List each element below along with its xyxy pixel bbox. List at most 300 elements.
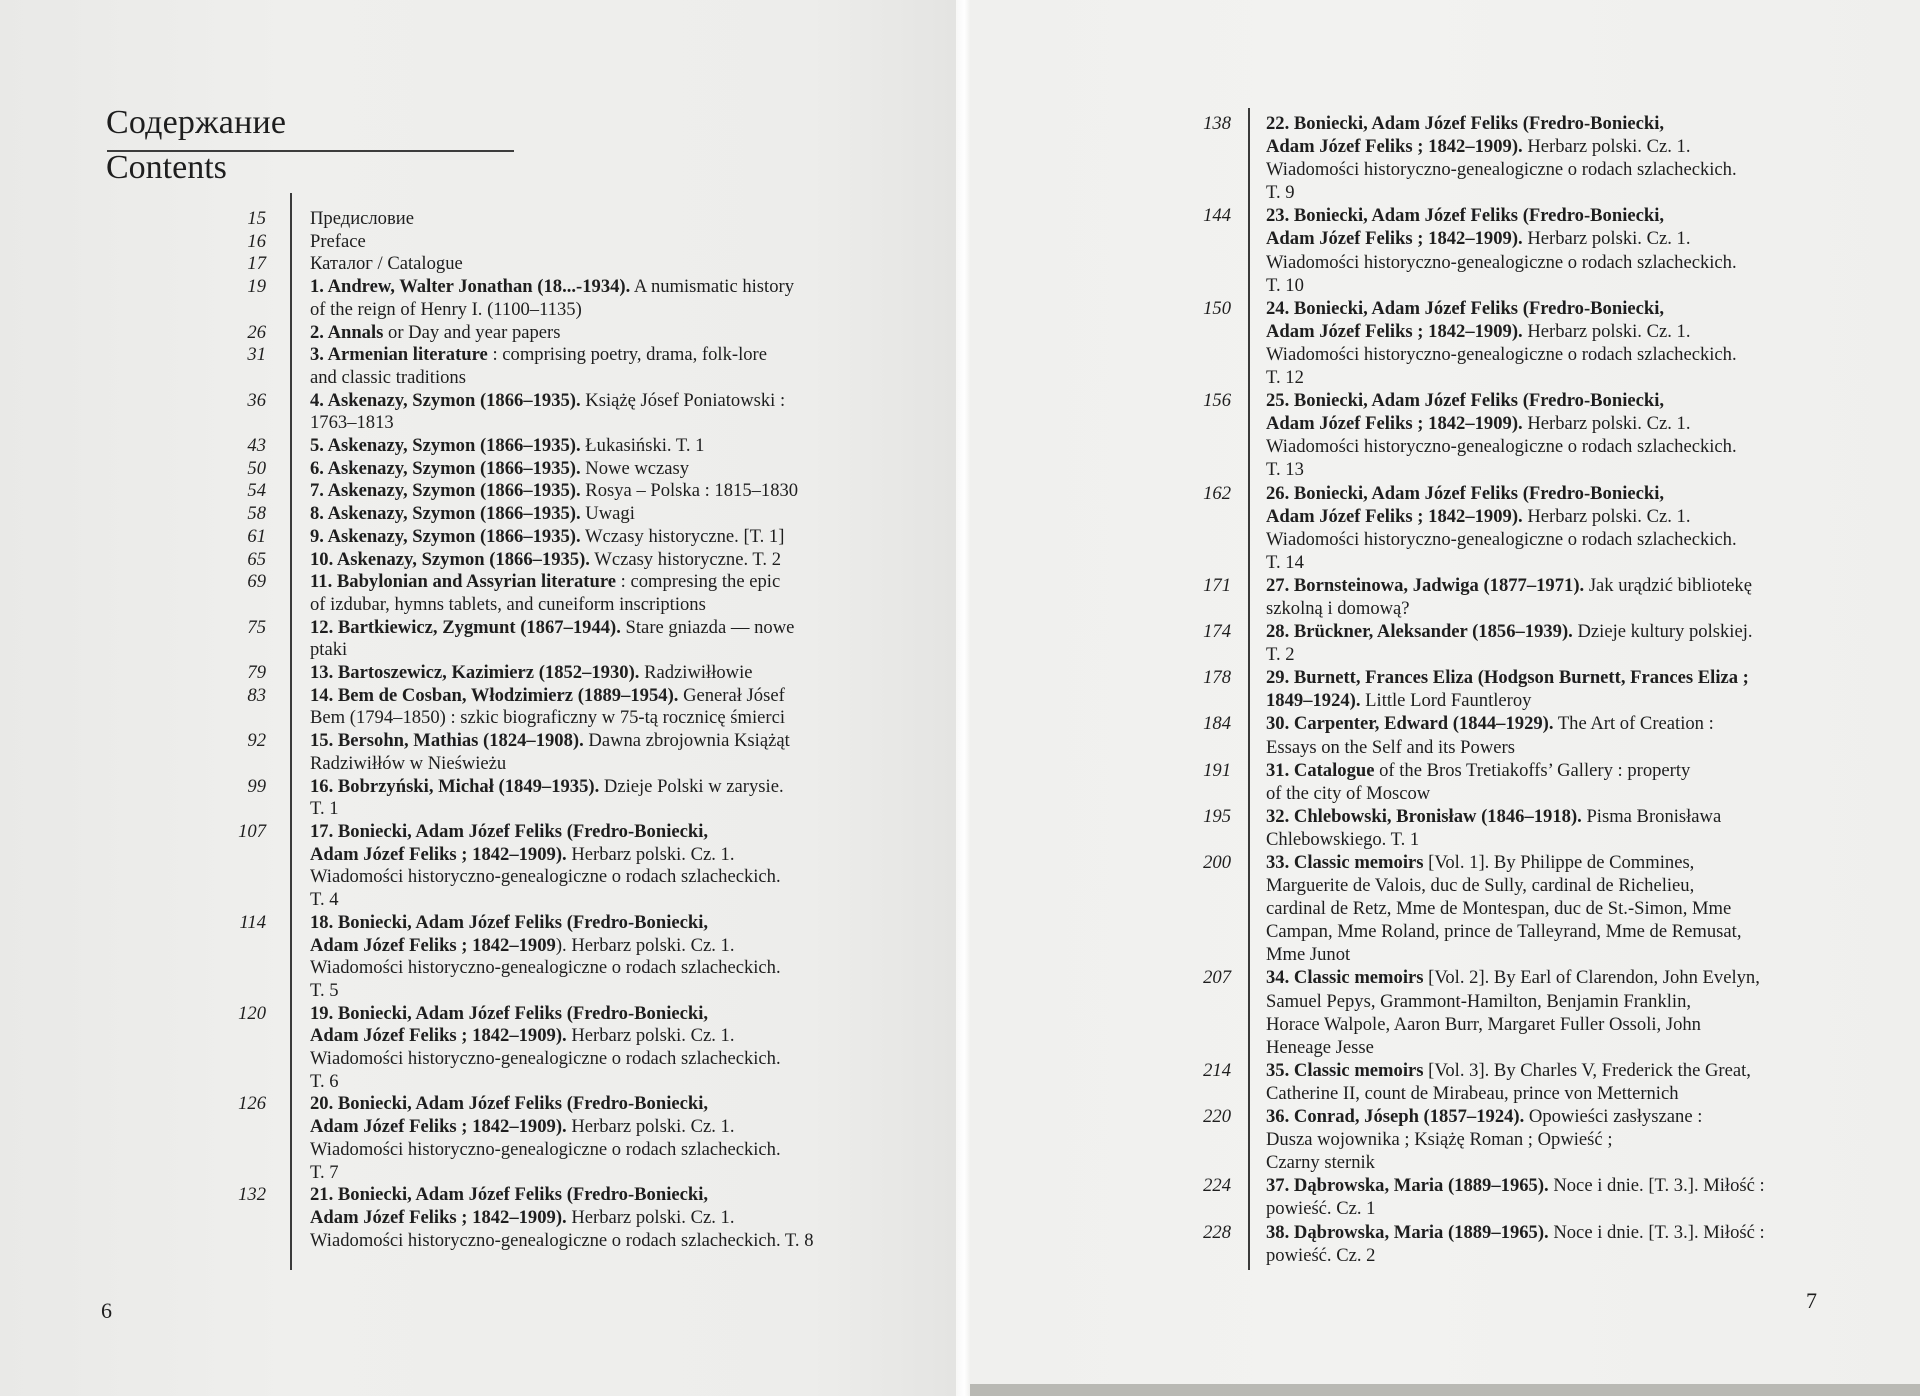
toc-entry-text — [310, 480, 890, 503]
toc-entry-text — [310, 662, 890, 685]
toc-entry-heading: 35. Classic memoirs — [1266, 1059, 1424, 1081]
toc-entry-line — [310, 844, 890, 867]
toc-entry-line — [1266, 112, 1820, 135]
toc-entry-line — [310, 231, 890, 254]
toc-entry-heading: Adam Józef Feliks ; 1842–1909). — [1266, 413, 1523, 435]
toc-entry-line — [1266, 227, 1820, 250]
toc-entry-text — [310, 1184, 890, 1252]
toc-entry-title: Opowieści zasłyszane : — [1524, 1106, 1703, 1128]
toc-page-number: 132 — [238, 1184, 266, 1206]
toc-entry-line — [310, 1139, 890, 1162]
toc-page-number: 114 — [239, 911, 266, 933]
toc-entry-line — [1266, 528, 1820, 551]
toc-entry-title: powieść. Cz. 1 — [1266, 1198, 1376, 1220]
toc-page-number: 50 — [247, 457, 266, 479]
toc-entry-heading: 17. Boniecki, Adam Józef Feliks (Fredro-Boniecki, — [310, 820, 709, 842]
toc-entry-title: cardinal de Retz, Mme de Montespan, duc de St.-Simon, Mme — [1266, 898, 1732, 920]
toc-entry-title: 1763–1813 — [310, 412, 394, 434]
toc-entry-line — [310, 1230, 890, 1253]
toc-entry-heading: 16. Bobrzyński, Michał (1849–1935). — [310, 775, 600, 797]
toc-entry-line — [310, 957, 890, 980]
toc-entry-line — [1266, 943, 1820, 966]
toc-entry-heading: 8. Askenazy, Szymon (1866–1935). — [310, 503, 581, 525]
toc-entry-title: Wiadomości historyczno-genealogiczne o rodach szlacheckich. — [310, 1048, 781, 1070]
toc-entry — [200, 458, 890, 481]
toc-entry-heading: 19. Boniecki, Adam Józef Feliks (Fredro-Boniecki, — [310, 1002, 709, 1024]
toc-entry-line — [1266, 643, 1820, 666]
toc-entry-title: T. 1 — [310, 798, 339, 820]
toc-entry-line — [310, 549, 890, 572]
page-edge-shadow — [970, 1384, 1920, 1396]
toc-page-number: 178 — [1203, 667, 1231, 689]
toc-entry-text — [1266, 204, 1820, 296]
toc-entry-text — [310, 390, 890, 435]
toc-entry-text — [310, 571, 890, 616]
toc-entry — [200, 1184, 890, 1252]
toc-entry-text — [1266, 1105, 1820, 1174]
toc-page-number: 54 — [247, 480, 266, 502]
toc-entry-title: Horace Walpole, Aaron Burr, Margaret Fuller Ossoli, John — [1266, 1013, 1701, 1035]
toc-entry-text — [310, 458, 890, 481]
toc-entry-title: T. 5 — [310, 979, 339, 1001]
toc-entry-heading: 13. Bartoszewicz, Kazimierz (1852–1930). — [310, 662, 640, 684]
toc-page-number: 15 — [247, 208, 266, 229]
toc-entry-heading: Adam Józef Feliks ; 1842–1909). — [1266, 320, 1523, 342]
toc-entry — [200, 617, 890, 662]
toc-entry-line — [1266, 1244, 1820, 1267]
toc-page-number: 138 — [1203, 113, 1231, 134]
toc-page-number: 31 — [247, 344, 266, 366]
toc-entry-line — [1266, 620, 1820, 643]
toc-entry-title: T. 9 — [1266, 182, 1295, 204]
toc-entry-heading: 21. Boniecki, Adam Józef Feliks (Fredro-Boniecki, — [310, 1184, 709, 1206]
toc-entry-text — [310, 1003, 890, 1094]
toc-entry-heading: 6. Askenazy, Szymon (1866–1935). — [310, 457, 581, 479]
toc-entry — [200, 435, 890, 458]
toc-entry — [1160, 966, 1820, 1058]
toc-entry — [200, 571, 890, 616]
toc-entry-line — [310, 480, 890, 503]
toc-entry — [200, 912, 890, 1003]
toc-entry-text — [310, 776, 890, 821]
toc-entry-text — [310, 617, 890, 662]
toc-entry-line — [310, 1048, 890, 1071]
toc-entry-title: : comprising poetry, drama, folk-lore — [487, 344, 767, 366]
toc-entry-title: Wiadomości historyczno-genealogiczne o rodach szlacheckich. — [1266, 528, 1737, 550]
toc-entry-line — [1266, 1059, 1820, 1082]
toc-entry-title: Dusza wojownika ; Książę Roman ; Opwieść ; — [1266, 1129, 1613, 1151]
toc-entry-heading: 1. Andrew, Walter Jonathan (18...-1934). — [310, 276, 631, 298]
toc-page-number: 36 — [247, 389, 266, 411]
toc-entry-title: Herbarz polski. Cz. 1. — [566, 1025, 735, 1047]
toc-entry-line — [1266, 1128, 1820, 1151]
toc-entry-line — [310, 639, 890, 662]
toc-entry-heading: 30. Carpenter, Edward (1844–1929). — [1266, 713, 1554, 735]
toc-entry-line — [310, 1184, 890, 1207]
toc-entry — [200, 821, 890, 912]
toc-page-number: 207 — [1203, 967, 1231, 989]
toc-page-number: 17 — [247, 253, 266, 275]
toc-entry-title: Dzieje Polski w zarysie. — [599, 775, 784, 797]
toc-entry-line — [1266, 597, 1820, 620]
toc-entry-line — [1266, 135, 1820, 158]
toc-entry-line — [310, 1003, 890, 1026]
toc-entry-title: Łukasiński. T. 1 — [580, 435, 705, 457]
toc-entry — [200, 253, 890, 276]
toc-entry-line — [1266, 482, 1820, 505]
toc-page-number: 171 — [1203, 574, 1231, 596]
toc-entry-line — [310, 208, 890, 231]
toc-entry-line — [310, 866, 890, 889]
toc-entry — [200, 390, 890, 435]
toc-entry-text — [1266, 1059, 1820, 1105]
toc-entry-title: Heneage Jesse — [1266, 1036, 1374, 1058]
toc-entry-text — [1266, 482, 1820, 574]
toc-entry-title: Noce i dnie. [T. 3.]. Miłość : — [1548, 1175, 1765, 1197]
toc-entry-text — [1266, 966, 1820, 1058]
toc-entry — [200, 1093, 890, 1184]
toc-entry — [1160, 712, 1820, 758]
toc-entry-line — [1266, 1013, 1820, 1036]
toc-entry-line — [310, 503, 890, 526]
toc-entry — [1160, 297, 1820, 389]
toc-entry-text — [310, 685, 890, 730]
toc-entry-line — [1266, 1105, 1820, 1128]
toc-page-number: 43 — [247, 435, 266, 457]
toc-entry-title: Essays on the Self and its Powers — [1266, 736, 1515, 758]
toc-entry-line — [1266, 412, 1820, 435]
toc-entry-line — [1266, 181, 1820, 204]
toc-page-number: 65 — [247, 548, 266, 570]
toc-entry-text — [1266, 1174, 1820, 1220]
toc-entry-title: Jak urądzić bibliotekę — [1584, 574, 1752, 596]
toc-page-number: 75 — [247, 616, 266, 638]
toc-entry-line — [310, 1071, 890, 1094]
toc-entry-title: Pisma Bronisława — [1581, 805, 1722, 827]
toc-entry-heading: 26. Boniecki, Adam Józef Feliks (Fredro-Boniecki, — [1266, 482, 1665, 504]
toc-page-number: 214 — [1203, 1059, 1231, 1081]
toc-page-number: 120 — [238, 1002, 266, 1024]
toc-entry-title: Wiadomości historyczno-genealogiczne o rodach szlacheckich. — [310, 957, 781, 979]
toc-entry — [1160, 851, 1820, 966]
toc-entry-title: Herbarz polski. Cz. 1. — [566, 1206, 735, 1228]
toc-entry-line — [310, 276, 890, 299]
toc-entry-text — [1266, 1221, 1820, 1267]
toc-entry-line — [310, 821, 890, 844]
toc-entry — [1160, 759, 1820, 805]
toc-page-number: 191 — [1203, 759, 1231, 781]
toc-entry-heading: 22. Boniecki, Adam Józef Feliks (Fredro-Boniecki, — [1266, 113, 1665, 134]
toc-entry-heading: 29. Burnett, Frances Eliza (Hodgson Burnett, Frances Eliza ; — [1266, 667, 1749, 689]
toc-page-number: 79 — [247, 662, 266, 684]
toc-entry-line — [1266, 805, 1820, 828]
toc-entry-title: Wiadomości historyczno-genealogiczne o rodach szlacheckich. — [310, 866, 781, 888]
toc-entry-line — [1266, 297, 1820, 320]
toc-page-number: 26 — [247, 321, 266, 343]
toc-entry-heading: 14. Bem de Cosban, Włodzimierz (1889–1954). — [310, 684, 679, 706]
toc-entry — [1160, 389, 1820, 481]
toc-entry-title: Noce i dnie. [T. 3.]. Miłość : — [1548, 1221, 1765, 1243]
toc-entry — [1160, 666, 1820, 712]
toc-entry-heading: Adam Józef Feliks ; 1842–1909). — [310, 843, 567, 865]
toc-entry — [200, 730, 890, 775]
page-title-russian: Содержание — [106, 104, 287, 141]
toc-entry-line — [1266, 435, 1820, 458]
toc-entry-title: szkolną i domową? — [1266, 597, 1410, 619]
toc-entry-title: and classic traditions — [310, 366, 466, 388]
toc-entry-title: Generał Jósef — [678, 684, 785, 706]
toc-entry-title: of the city of Moscow — [1266, 782, 1431, 804]
toc-entry — [1160, 112, 1820, 204]
toc-entry-title: [Vol. 3]. By Charles V, Frederick the Great, — [1423, 1059, 1751, 1081]
toc-page-number: 200 — [1203, 852, 1231, 873]
toc-entry-line — [1266, 782, 1820, 805]
toc-entry-title: Wczasy historyczne. [T. 1] — [580, 525, 785, 547]
toc-entry-text — [1266, 759, 1820, 805]
toc-entry-title: Herbarz polski. Cz. 1. — [566, 1116, 735, 1138]
toc-entry-heading: 27. Bornsteinowa, Jadwiga (1877–1971). — [1266, 574, 1585, 596]
toc-entry-title: Каталог / Catalogue — [310, 253, 463, 275]
toc-entry-text — [310, 549, 890, 572]
toc-entry-line — [310, 412, 890, 435]
toc-entry-line — [1266, 458, 1820, 481]
toc-entry-line — [310, 1116, 890, 1139]
toc-entry — [200, 1003, 890, 1094]
toc-entry-line — [1266, 966, 1820, 989]
toc-entry-line — [1266, 1036, 1820, 1059]
toc-entry-title: Nowe wczasy — [580, 457, 690, 479]
toc-entry-heading: 33. Classic memoirs — [1266, 852, 1424, 873]
toc-entry-line — [1266, 666, 1820, 689]
toc-entry-title: ptaki — [310, 639, 348, 661]
toc-entry-line — [310, 935, 890, 958]
toc-page-number: 228 — [1203, 1221, 1231, 1243]
toc-entry — [1160, 620, 1820, 666]
toc-entry-heading: 18. Boniecki, Adam Józef Feliks (Fredro-Boniecki, — [310, 911, 709, 933]
toc-entry-title: T. 12 — [1266, 367, 1304, 389]
toc-page-number: 19 — [247, 276, 266, 298]
toc-entry — [200, 662, 890, 685]
toc-entry-line — [310, 458, 890, 481]
toc-entry-line — [310, 571, 890, 594]
toc-entry — [200, 503, 890, 526]
toc-entry-title: Предисловие — [310, 208, 414, 229]
toc-entry-line — [1266, 1151, 1820, 1174]
page-title-english: Contents — [106, 149, 227, 186]
toc-entry-title: Uwagi — [580, 503, 635, 525]
toc-entry-text — [1266, 297, 1820, 389]
toc-entry-heading: Adam Józef Feliks ; 1842–1909). — [310, 1025, 567, 1047]
toc-entry-line — [310, 299, 890, 322]
toc-entry-line — [1266, 389, 1820, 412]
toc-page-number: 220 — [1203, 1106, 1231, 1128]
toc-entry-title: Campan, Mme Roland, prince de Talleyrand, Mme de Remusat, — [1266, 921, 1742, 943]
toc-entry-text — [310, 503, 890, 526]
toc-entry — [200, 776, 890, 821]
toc-page-number: 61 — [247, 525, 266, 547]
toc-entry-title: of the reign of Henry I. (1100–1135) — [310, 298, 582, 320]
toc-page-number: 195 — [1203, 805, 1231, 827]
toc-page-number: 156 — [1203, 390, 1231, 412]
toc-entry-heading: 34. Classic memoirs — [1266, 967, 1424, 989]
toc-entry — [1160, 574, 1820, 620]
toc-page-number: 99 — [247, 775, 266, 797]
toc-entry-title: [Vol. 2]. By Earl of Clarendon, John Evelyn, — [1423, 967, 1760, 989]
toc-entry-title: Radziwiłłów w Nieświeżu — [310, 752, 507, 774]
toc-entry-title: Little Lord Fauntleroy — [1360, 690, 1532, 712]
toc-entry-line — [1266, 736, 1820, 759]
toc-entry-heading: 25. Boniecki, Adam Józef Feliks (Fredro-Boniecki, — [1266, 390, 1665, 412]
toc-entry — [1160, 1174, 1820, 1220]
toc-entry-title: Czarny sternik — [1266, 1152, 1375, 1174]
toc-entry-text — [1266, 574, 1820, 620]
toc-entry-title: T. 13 — [1266, 459, 1304, 481]
toc-entry-line — [1266, 574, 1820, 597]
toc-entry-text — [310, 730, 890, 775]
toc-entry-text — [310, 344, 890, 389]
toc-entry-title: Herbarz polski. Cz. 1. — [1522, 505, 1691, 527]
toc-entry-title: Herbarz polski. Cz. 1. — [1522, 320, 1691, 342]
toc-entry-heading: 31. Catalogue — [1266, 759, 1375, 781]
toc-entry — [200, 322, 890, 345]
toc-entry — [200, 480, 890, 503]
toc-entry-heading: 7. Askenazy, Szymon (1866–1935). — [310, 480, 581, 502]
toc-entry-title: powieść. Cz. 2 — [1266, 1244, 1376, 1266]
toc-entry-title: Herbarz polski. Cz. 1. — [566, 843, 735, 865]
toc-entry-title: [Vol. 1]. By Philippe de Commines, — [1423, 852, 1695, 873]
toc-entry-heading: 5. Askenazy, Szymon (1866–1935). — [310, 435, 581, 457]
toc-entry-title: Stare gniazda — nowe — [620, 616, 795, 638]
toc-entry-text — [310, 253, 890, 276]
toc-entry — [200, 231, 890, 254]
toc-entry-line — [1266, 274, 1820, 297]
toc-entry — [1160, 805, 1820, 851]
toc-entry-title: Dzieje kultury polskiej. — [1572, 621, 1753, 643]
toc-entry-line — [310, 617, 890, 640]
toc-entry — [200, 549, 890, 572]
toc-entry-line — [310, 912, 890, 935]
toc-entry-title: Radziwiłłowie — [639, 662, 753, 684]
toc-entry-text — [310, 208, 890, 231]
toc-entry-heading: 28. Brückner, Aleksander (1856–1939). — [1266, 621, 1573, 643]
toc-entry-line — [310, 253, 890, 276]
toc-entry-text — [310, 526, 890, 549]
toc-entry-line — [310, 730, 890, 753]
toc-entry — [200, 344, 890, 389]
toc-entry-title: Wiadomości historyczno-genealogiczne o rodach szlacheckich. — [1266, 251, 1737, 273]
toc-page-number: 174 — [1203, 621, 1231, 643]
toc-list-right — [1160, 112, 1820, 1267]
page-number-left: 6 — [101, 1298, 112, 1323]
toc-entry-text — [310, 821, 890, 912]
toc-entry-line — [1266, 851, 1820, 874]
toc-entry-heading: Adam Józef Feliks ; 1842–1909). — [310, 1206, 567, 1228]
toc-entry-line — [310, 798, 890, 821]
toc-page-number: 184 — [1203, 713, 1231, 735]
toc-entry-text — [1266, 620, 1820, 666]
toc-page-number: 83 — [247, 684, 266, 706]
toc-entry-title: Książę Jósef Poniatowski : — [580, 389, 786, 411]
toc-entry-text — [1266, 666, 1820, 712]
toc-entry-title: T. 7 — [310, 1161, 339, 1183]
toc-entry-line — [1266, 874, 1820, 897]
toc-entry-text — [1266, 805, 1820, 851]
toc-page-number: 92 — [247, 730, 266, 752]
toc-page-number: 107 — [238, 820, 266, 842]
toc-entry-title: Herbarz polski. Cz. 1. — [1522, 136, 1691, 158]
toc-entry-text — [310, 322, 890, 345]
toc-entry-heading: 38. Dąbrowska, Maria (1889–1965). — [1266, 1221, 1549, 1243]
toc-entry-heading: 3. Armenian literature — [310, 344, 488, 366]
toc-entry-heading: 4. Askenazy, Szymon (1866–1935). — [310, 389, 581, 411]
toc-entry-line — [1266, 1221, 1820, 1244]
toc-entry-text — [310, 435, 890, 458]
toc-page-number: 150 — [1203, 297, 1231, 319]
toc-entry-text — [1266, 112, 1820, 204]
toc-page-number: 16 — [247, 230, 266, 252]
toc-entry-line — [310, 367, 890, 390]
toc-entry-title: Herbarz polski. Cz. 1. — [1522, 228, 1691, 250]
toc-entry-line — [310, 980, 890, 1003]
page-number-right: 7 — [1806, 1288, 1817, 1313]
toc-entry — [200, 208, 890, 231]
toc-entry-heading: 24. Boniecki, Adam Józef Feliks (Fredro-Boniecki, — [1266, 297, 1665, 319]
toc-entry-line — [310, 526, 890, 549]
toc-entry — [1160, 204, 1820, 296]
toc-entry-text — [310, 912, 890, 1003]
toc-entry-title: T. 6 — [310, 1070, 339, 1092]
toc-entry-heading: 36. Conrad, Jóseph (1857–1924). — [1266, 1106, 1525, 1128]
toc-entry-line — [310, 662, 890, 685]
toc-entry-line — [1266, 759, 1820, 782]
toc-entry — [1160, 1059, 1820, 1105]
toc-entry-title: Samuel Pepys, Grammont-Hamilton, Benjamin Franklin, — [1266, 990, 1692, 1012]
toc-entry-title: ). Herbarz polski. Cz. 1. — [555, 934, 735, 956]
toc-entry-title: Wiadomości historyczno-genealogiczne o rodach szlacheckich. T. 8 — [310, 1229, 814, 1251]
toc-entry-heading: Adam Józef Feliks ; 1842–1909 — [310, 934, 556, 956]
toc-entry-heading: 10. Askenazy, Szymon (1866–1935). — [310, 548, 590, 570]
toc-entry-title: Herbarz polski. Cz. 1. — [1522, 413, 1691, 435]
toc-entry — [200, 685, 890, 730]
toc-entry-heading: Adam Józef Feliks ; 1842–1909). — [310, 1116, 567, 1138]
toc-entry-heading: 32. Chlebowski, Bronisław (1846–1918). — [1266, 805, 1582, 827]
toc-entry-heading: Adam Józef Feliks ; 1842–1909). — [1266, 228, 1523, 250]
toc-entry-title: of izdubar, hymns tablets, and cuneiform inscriptions — [310, 593, 706, 615]
toc-entry-heading: 23. Boniecki, Adam Józef Feliks (Fredro-Boniecki, — [1266, 205, 1665, 227]
toc-entry-line — [310, 707, 890, 730]
toc-entry-text — [1266, 712, 1820, 758]
toc-list-left — [200, 208, 890, 1252]
toc-entry-title: Chlebowskiego. T. 1 — [1266, 828, 1420, 850]
toc-entry-line — [310, 1025, 890, 1048]
toc-entry-title: Dawna zbrojownia Książąt — [583, 730, 790, 752]
toc-entry-line — [1266, 828, 1820, 851]
toc-entry-title: Wiadomości historyczno-genealogiczne o rodach szlacheckich. — [310, 1138, 781, 1160]
toc-entry-heading: 11. Babylonian and Assyrian literature — [310, 571, 616, 593]
toc-entry — [1160, 482, 1820, 574]
toc-entry-line — [310, 322, 890, 345]
toc-entry-line — [1266, 505, 1820, 528]
toc-entry-heading: 9. Askenazy, Szymon (1866–1935). — [310, 525, 581, 547]
toc-entry-line — [310, 594, 890, 617]
toc-entry-title: Wiadomości historyczno-genealogiczne o rodach szlacheckich. — [1266, 343, 1737, 365]
toc-entry — [1160, 1105, 1820, 1174]
toc-entry-title: A numismatic history — [630, 276, 794, 298]
toc-entry-title: or Day and year papers — [383, 321, 561, 343]
toc-entry-title: T. 14 — [1266, 551, 1304, 573]
toc-entry-line — [1266, 897, 1820, 920]
toc-entry-text — [310, 276, 890, 321]
